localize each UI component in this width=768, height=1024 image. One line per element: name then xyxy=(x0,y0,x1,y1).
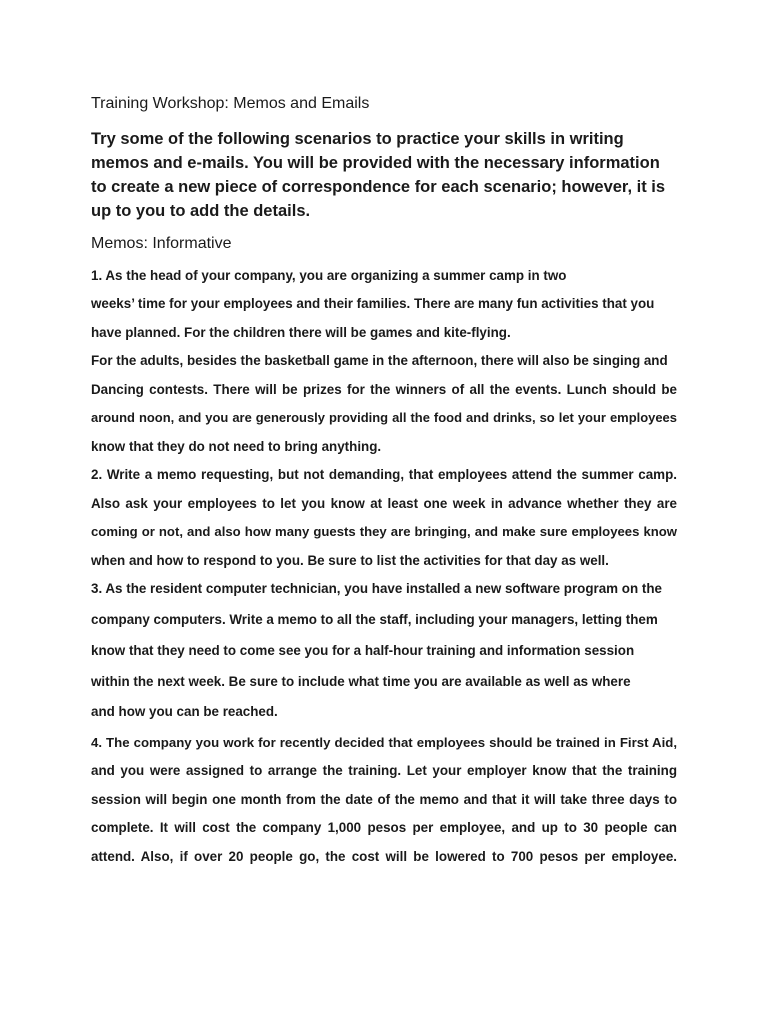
text-line: coming or not, and also how many guests they are bringing, and make sure employees know xyxy=(91,524,677,539)
text-line: around noon, and you are generously providing all the food and drinks, so let your employees xyxy=(91,410,677,425)
text-line: For the adults, besides the basketball game in the afternoon, there will also be singing and xyxy=(91,353,668,368)
text-line: attend. Also, if over 20 people go, the cost will be lowered to 700 pesos per employee. xyxy=(91,849,677,864)
text-line: session will begin one month from the date of the memo and that it will take three days to xyxy=(91,792,677,807)
text-line: company computers. Write a memo to all the staff, including your managers, letting them xyxy=(91,612,658,627)
text-line: 2. Write a memo requesting, but not demanding, that employees attend the summer camp. xyxy=(91,467,677,482)
text-line: and you were assigned to arrange the training. Let your employer know that the training xyxy=(91,763,677,778)
document-title: Training Workshop: Memos and Emails xyxy=(91,95,370,112)
text-line: Also ask your employees to let you know at least one week in advance whether they are xyxy=(91,496,677,511)
text-line: 1. As the head of your company, you are organizing a summer camp in two xyxy=(91,268,567,283)
text-line: know that they do not need to bring anything. xyxy=(91,439,382,454)
text-line: Dancing contests. There will be prizes for the winners of all the events. Lunch should be xyxy=(91,382,677,397)
text-line: 4. The company you work for recently decided that employees should be trained in First Aid, xyxy=(91,735,677,750)
text-line: when and how to respond to you. Be sure to list the activities for that day as well. xyxy=(91,553,609,568)
text-line: and how you can be reached. xyxy=(91,704,278,719)
text-line: have planned. For the children there will be games and kite-flying. xyxy=(91,325,511,340)
text-line: know that they need to come see you for a half-hour training and information session xyxy=(91,643,635,658)
document-page xyxy=(91,0,677,1024)
text-line: within the next week. Be sure to include what time you are available as well as where xyxy=(91,674,631,689)
intro-paragraph: Try some of the following scenarios to practice your skills in writing memos and e-mails. You will be provided with the necessary information to create a new piece of correspondence for each scenario; however, it is up to you to add the details. xyxy=(91,130,666,220)
section-heading: Memos: Informative xyxy=(91,235,232,252)
text-line: complete. It will cost the company 1,000 pesos per employee, and up to 30 people can xyxy=(91,820,677,835)
text-line: weeks’ time for your employees and their families. There are many fun activities that you xyxy=(91,296,655,311)
text-line: 3. As the resident computer technician, you have installed a new software program on the xyxy=(91,581,662,596)
